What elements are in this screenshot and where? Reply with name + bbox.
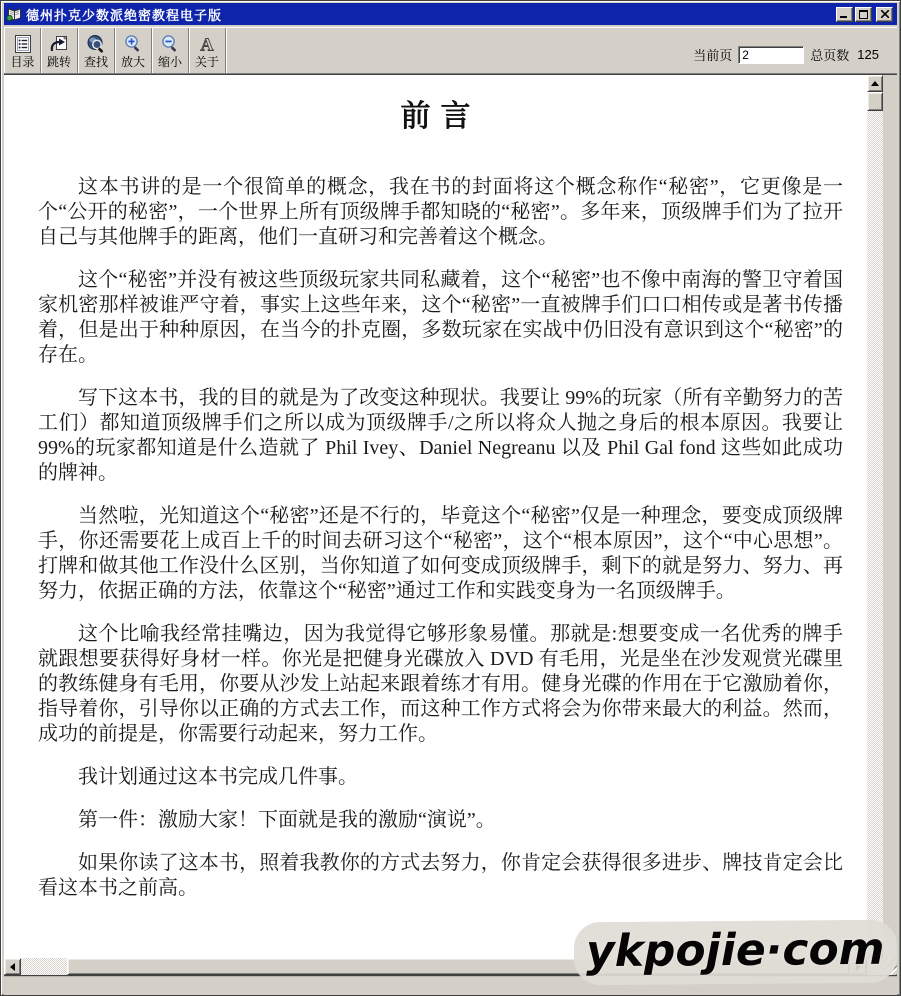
book-icon — [6, 6, 23, 22]
svg-text:A: A — [200, 34, 214, 54]
right-frame — [883, 75, 897, 958]
page-title: 前言 — [400, 100, 481, 133]
contents-button[interactable] — [4, 28, 41, 73]
contents-button-label: 目录 — [10, 55, 35, 69]
window-title: 德州扑克少数派绝密教程电子版 — [26, 7, 223, 23]
jump-button-label: 跳转 — [46, 55, 71, 69]
document-paragraph: 如果你读了这本书，照着我教你的方式去努力，你肯定会获得很多进步、牌技肯定会比看这本书之前高。 — [38, 852, 843, 899]
current-page-label: 当前页 — [693, 48, 733, 63]
titlebar[interactable] — [4, 3, 897, 25]
vertical-scrollbar-track[interactable] — [867, 111, 883, 941]
minimize-button[interactable] — [836, 7, 853, 22]
globe-magnifier-icon — [86, 34, 106, 54]
vertical-scrollbar-thumb[interactable] — [867, 92, 883, 111]
total-pages-value: 125 — [857, 47, 879, 62]
document-paragraph: 这个“秘密”并没有被这些顶级玩家共同私藏着，这个“秘密”也不像中南海的警卫守着国家机密那样被谁严守着，事实上这些年来，这个“秘密”一直被牌手们口口相传或是著书传播着，但是出于种种原因，在当今的扑克圈，多数玩家在实战中仍旧没有意识到这个“秘密”的存在。 — [38, 269, 843, 366]
total-pages-label: 总页数 — [810, 48, 850, 63]
zoom-out-icon — [160, 34, 180, 54]
jump-button[interactable] — [41, 28, 78, 73]
zoom-in-icon — [123, 34, 143, 54]
maximize-button[interactable] — [855, 7, 872, 22]
close-button[interactable] — [876, 7, 893, 22]
scroll-up-button[interactable] — [867, 75, 883, 92]
find-button[interactable] — [78, 28, 115, 73]
zoom-in-button[interactable] — [115, 28, 152, 73]
document-paragraph: 当然啦，光知道这个“秘密”还是不行的，毕竟这个“秘密”仅是一种理念，要变成顶级牌手，你还需要花上成百上千的时间去研习这个“秘密”，这个“根本原因”，这个“中心思想”。打牌和做其他工作没什么区别，当你知道了如何变成顶级牌手，剩下的就是努力、努力、再努力，依据正确的方法，依靠这个“秘密”通过工作和实践变身为一名顶级牌手。 — [38, 505, 843, 602]
toolbar — [4, 27, 897, 74]
zoom-out-button[interactable] — [152, 28, 189, 73]
document-paragraph: 写下这本书，我的目的就是为了改变这种现状。我要让 99%的玩家（所有辛勤努力的苦工们）都知道顶级牌手们之所以成为顶级牌手/之所以将众人抛之身后的根本原因。我要让99%的玩家都知道是什么造就了 Phil Ivey、Daniel Negreanu 以及 Phil Gal fond 这些如此成功的牌神。 — [38, 387, 843, 484]
toc-icon — [13, 34, 33, 54]
main-area — [4, 74, 897, 958]
watermark: ykpojie·com — [574, 920, 897, 986]
vertical-scrollbar[interactable] — [867, 75, 883, 958]
document-paragraph: 我计划通过这本书完成几件事。 — [78, 766, 358, 788]
zoom-out-button-label: 缩小 — [157, 55, 182, 69]
document-paragraph: 这本书讲的是一个很简单的概念，我在书的封面将这个概念称作“秘密”，它更像是一个“公开的秘密”，一个世界上所有顶级牌手都知晓的“秘密”。多年来，顶级牌手们为了拉开自己与其他牌手的距离，他们一直研习和完善着这个概念。 — [38, 176, 843, 248]
about-button-label: 关于 — [194, 55, 219, 69]
jump-arrow-icon — [49, 34, 69, 54]
horizontal-scrollbar-track[interactable] — [21, 958, 67, 975]
scroll-left-button[interactable] — [4, 958, 21, 975]
document-paragraph: 这个比喻我经常挂嘴边，因为我觉得它够形象易懂。那就是:想要变成一名优秀的牌手就跟想要获得好身材一样。你光是把健身光碟放入 DVD 有毛用，光是坐在沙发观赏光碟里的教练健身有毛用，你要从沙发上站起来跟着练才有用。健身光碟的作用在于它激励着你，指导着你，引导你以正确的方式去工作，而这种工作方式将会为你带来最大的利益。然而，成功的前提是，你需要行动起来，努力工作。 — [38, 623, 843, 745]
up-arrow-icon — [871, 81, 879, 86]
current-page-input[interactable] — [738, 46, 804, 64]
letter-a-icon — [197, 34, 217, 54]
zoom-in-button-label: 放大 — [120, 55, 145, 69]
document-page — [4, 75, 867, 958]
about-button[interactable] — [189, 28, 226, 73]
find-button-label: 查找 — [83, 55, 108, 69]
page-info — [693, 28, 897, 73]
document-paragraph: 第一件：激励大家！下面就是我的激励“演说”。 — [78, 809, 496, 831]
left-arrow-icon — [10, 963, 15, 971]
